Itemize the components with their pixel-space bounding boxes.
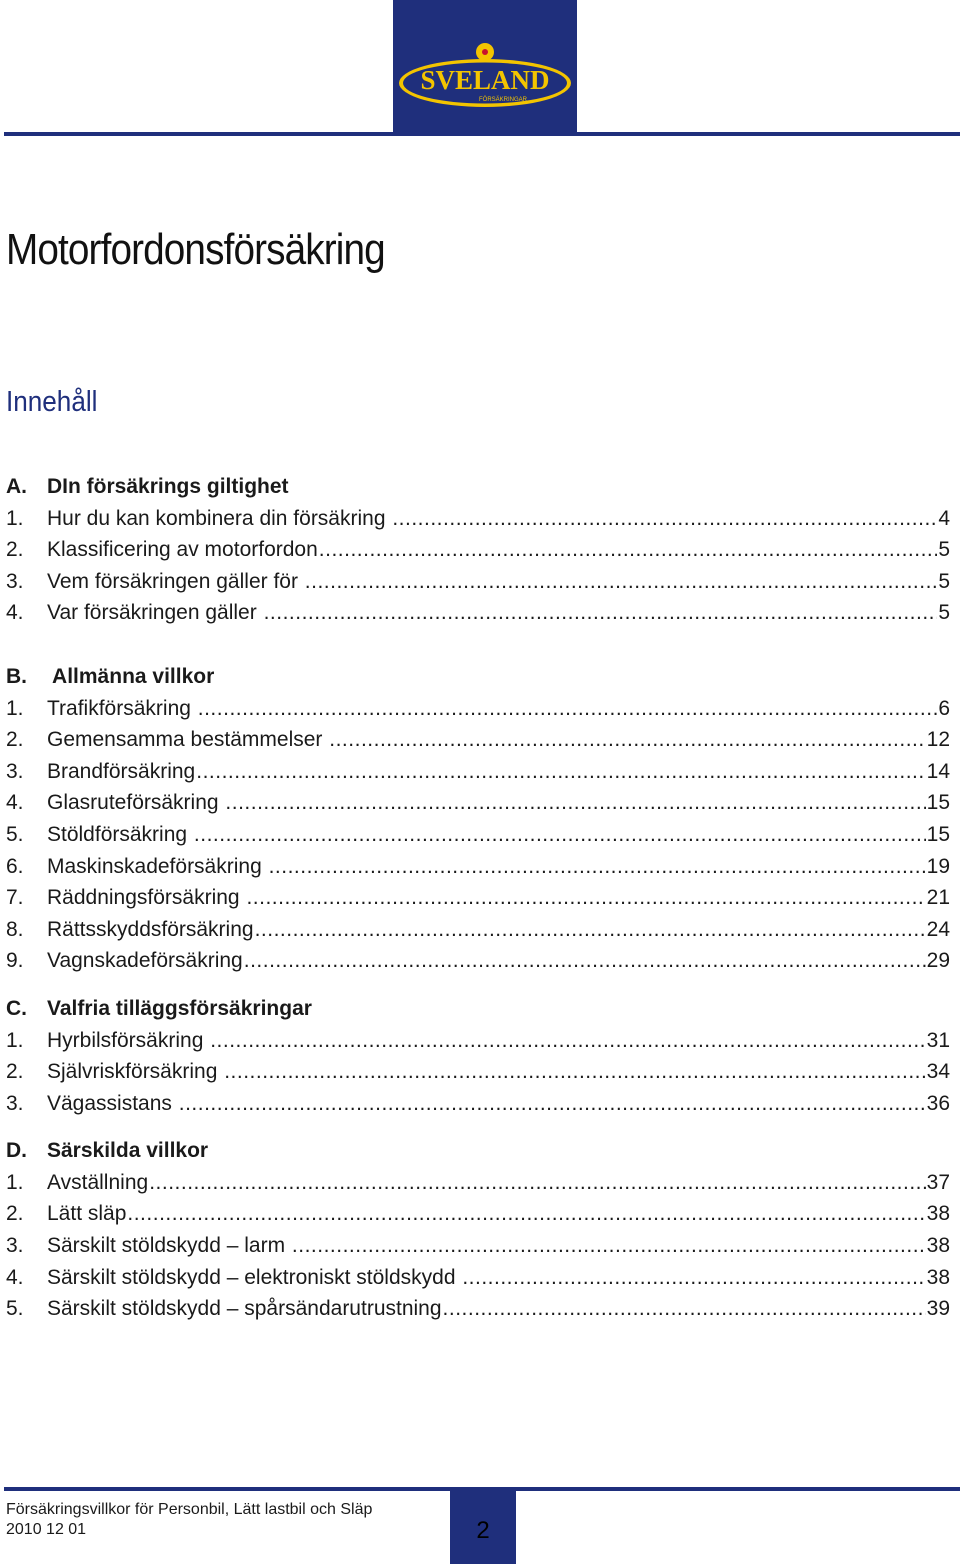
toc-dot-leader	[292, 1230, 926, 1262]
toc-section-letter: B.	[6, 664, 27, 688]
toc-entry-page: 38	[926, 1202, 950, 1226]
toc-dot-leader	[196, 756, 925, 788]
toc-entry-number: 1.	[6, 1170, 24, 1194]
toc-dot-leader	[244, 945, 926, 977]
toc-dot-leader	[179, 1088, 926, 1120]
toc-entry-number: 3.	[6, 759, 24, 783]
toc-section-title: Särskilda villkor	[47, 1139, 209, 1163]
toc-entry-page: 38	[926, 1234, 950, 1258]
toc-entry[interactable]	[6, 566, 950, 598]
toc-entry-number: 6.	[6, 854, 24, 878]
toc-entry-label: Lätt släp	[47, 1202, 127, 1226]
toc-dot-leader	[149, 1167, 925, 1199]
toc-section-heading[interactable]	[6, 993, 950, 1025]
footer-title: Försäkringsvillkor för Personbil, Lätt lastbil och Släp	[6, 1501, 373, 1518]
toc-entry[interactable]	[6, 693, 950, 725]
toc-entry-label: Brandförsäkring	[47, 759, 196, 783]
toc-entry-page: 5	[938, 538, 950, 562]
toc-dot-leader	[198, 693, 938, 725]
toc-entry[interactable]	[6, 882, 950, 914]
toc-entry[interactable]	[6, 503, 950, 535]
toc-dot-leader	[225, 787, 925, 819]
toc-entry[interactable]	[6, 597, 950, 629]
toc-section	[6, 471, 950, 629]
toc-entry-number: 4.	[6, 601, 24, 625]
toc-dot-leader	[443, 1293, 926, 1325]
toc-section-heading[interactable]	[6, 471, 950, 503]
toc-entry-number: 1.	[6, 1028, 24, 1052]
toc-section-letter: A.	[6, 475, 27, 498]
logo-sun-center-icon	[482, 49, 488, 55]
toc-section	[6, 1135, 950, 1325]
logo-subtext: FÖRSÄKRINGAR	[478, 97, 528, 103]
page-number: 2	[476, 1517, 490, 1544]
toc-entry-number: 5.	[6, 822, 24, 846]
toc-entry-number: 1.	[6, 506, 24, 530]
toc-dot-leader	[224, 1056, 925, 1088]
toc-entry-label: Klassificering av motorfordon	[47, 538, 318, 562]
toc-entry-page: 6	[938, 696, 950, 720]
toc-entry-number: 4.	[6, 1265, 24, 1289]
toc-entry[interactable]	[6, 787, 950, 819]
toc-entry-page: 19	[926, 854, 950, 878]
toc-heading: Innehåll	[6, 386, 98, 418]
toc-entry[interactable]	[6, 1198, 950, 1230]
toc-entry[interactable]	[6, 1088, 950, 1120]
toc-entry-page: 4	[938, 506, 950, 530]
toc-entry-page: 37	[926, 1170, 950, 1194]
document-title: Motorfordonsförsäkring	[6, 225, 385, 274]
toc-entry-page: 12	[926, 728, 950, 752]
toc-section	[6, 661, 950, 977]
toc-entry[interactable]	[6, 819, 950, 851]
toc-entry-label: Självriskförsäkring	[47, 1060, 224, 1084]
toc-entry-label: Räddningsförsäkring	[47, 886, 246, 910]
toc-entry-label: Hur du kan kombinera din försäkring	[47, 506, 392, 530]
toc-section-title: DIn försäkrings giltighet	[47, 475, 289, 498]
toc-dot-leader	[127, 1198, 925, 1230]
logo-wordmark: SVELAND	[420, 65, 550, 95]
toc-entry-label: Trafikförsäkring	[47, 696, 197, 720]
sveland-logo	[393, 0, 577, 134]
toc-entry-number: 8.	[6, 917, 24, 941]
toc-entry[interactable]	[6, 914, 950, 946]
toc-dot-leader	[246, 882, 925, 914]
toc-entry-label: Maskinskadeförsäkring	[47, 854, 268, 878]
toc-entry-page: 36	[926, 1091, 950, 1115]
toc-section-title: Valfria tilläggsförsäkringar	[47, 996, 312, 1020]
toc-entry-label: Rättsskyddsförsäkring	[47, 917, 254, 941]
toc-dot-leader	[329, 724, 925, 756]
toc-entry[interactable]	[6, 945, 950, 977]
toc-entry-page: 14	[926, 759, 950, 783]
toc-entry-page: 39	[926, 1297, 950, 1321]
toc-dot-leader	[210, 1025, 925, 1057]
toc-entry-label: Vem försäkringen gäller för	[47, 569, 304, 593]
toc-section-heading[interactable]	[6, 1135, 950, 1167]
toc-entry-label: Avställning	[47, 1170, 149, 1194]
toc-dot-leader	[264, 597, 938, 629]
toc-entry[interactable]	[6, 1293, 950, 1325]
toc-entry-page: 5	[938, 569, 950, 593]
toc-entry[interactable]	[6, 851, 950, 883]
toc-entry-number: 2.	[6, 1202, 24, 1226]
toc-section-letter: C.	[6, 996, 27, 1020]
toc-entry-label: Stöldförsäkring	[47, 822, 193, 846]
toc-section-heading[interactable]	[6, 661, 950, 693]
toc-entry-number: 2.	[6, 538, 24, 562]
toc-entry[interactable]	[6, 1230, 950, 1262]
toc-section-title: Allmänna villkor	[47, 664, 215, 688]
toc-entry-number: 7.	[6, 886, 24, 910]
toc-entry-page: 24	[926, 917, 950, 941]
toc-entry-number: 2.	[6, 1060, 24, 1084]
toc-entry[interactable]	[6, 756, 950, 788]
toc-entry-label: Hyrbilsförsäkring	[47, 1028, 210, 1052]
toc-entry-label: Glasruteförsäkring	[47, 791, 225, 815]
toc-entry-page: 31	[926, 1028, 950, 1052]
toc-entry-number: 9.	[6, 949, 24, 973]
toc-dot-leader	[305, 566, 938, 598]
toc-dot-leader	[392, 503, 937, 535]
toc-entry[interactable]	[6, 1167, 950, 1199]
toc-entry-number: 3.	[6, 1234, 24, 1258]
toc-dot-leader	[255, 914, 926, 946]
toc-entry-page: 15	[926, 791, 950, 815]
toc-section	[6, 993, 950, 1119]
toc-entry-page: 5	[938, 601, 950, 625]
toc-entry[interactable]	[6, 534, 950, 566]
toc-entry-label: Var försäkringen gäller	[47, 601, 263, 625]
toc-entry-label: Särskilt stöldskydd – larm	[47, 1234, 291, 1258]
toc-entry[interactable]	[6, 1025, 950, 1057]
toc-entry-page: 38	[926, 1265, 950, 1289]
toc-dot-leader	[194, 819, 926, 851]
toc-entry-page: 34	[926, 1060, 950, 1084]
toc-entry-label: Vagnskadeförsäkring	[47, 949, 243, 973]
toc-dot-leader	[269, 851, 926, 883]
toc-entry-page: 21	[926, 886, 950, 910]
toc-entry-page: 15	[926, 822, 950, 846]
toc-dot-leader	[462, 1262, 925, 1294]
toc-entry-number: 5.	[6, 1297, 24, 1321]
toc-entry[interactable]	[6, 1262, 950, 1294]
toc-entry-number: 2.	[6, 728, 24, 752]
toc-entry-page: 29	[926, 949, 950, 973]
toc-entry-number: 4.	[6, 791, 24, 815]
toc-entry-label: Gemensamma bestämmelser	[47, 728, 329, 752]
toc-entry[interactable]	[6, 724, 950, 756]
toc-entry-number: 3.	[6, 1091, 24, 1115]
toc-section-letter: D.	[6, 1139, 27, 1163]
logo-panel	[393, 0, 577, 134]
toc-entry-number: 1.	[6, 696, 24, 720]
toc-entry-label: Vägassistans	[47, 1091, 178, 1115]
toc-entry-number: 3.	[6, 569, 24, 593]
footer-date: 2010 12 01	[6, 1521, 87, 1538]
toc-entry-label: Särskilt stöldskydd – spårsändarutrustning	[47, 1297, 442, 1321]
toc-dot-leader	[319, 534, 938, 566]
table-of-contents	[6, 471, 950, 1341]
page-number-box	[450, 1491, 516, 1564]
toc-entry[interactable]	[6, 1056, 950, 1088]
toc-entry-label: Särskilt stöldskydd – elektroniskt stöldskydd	[47, 1265, 462, 1289]
